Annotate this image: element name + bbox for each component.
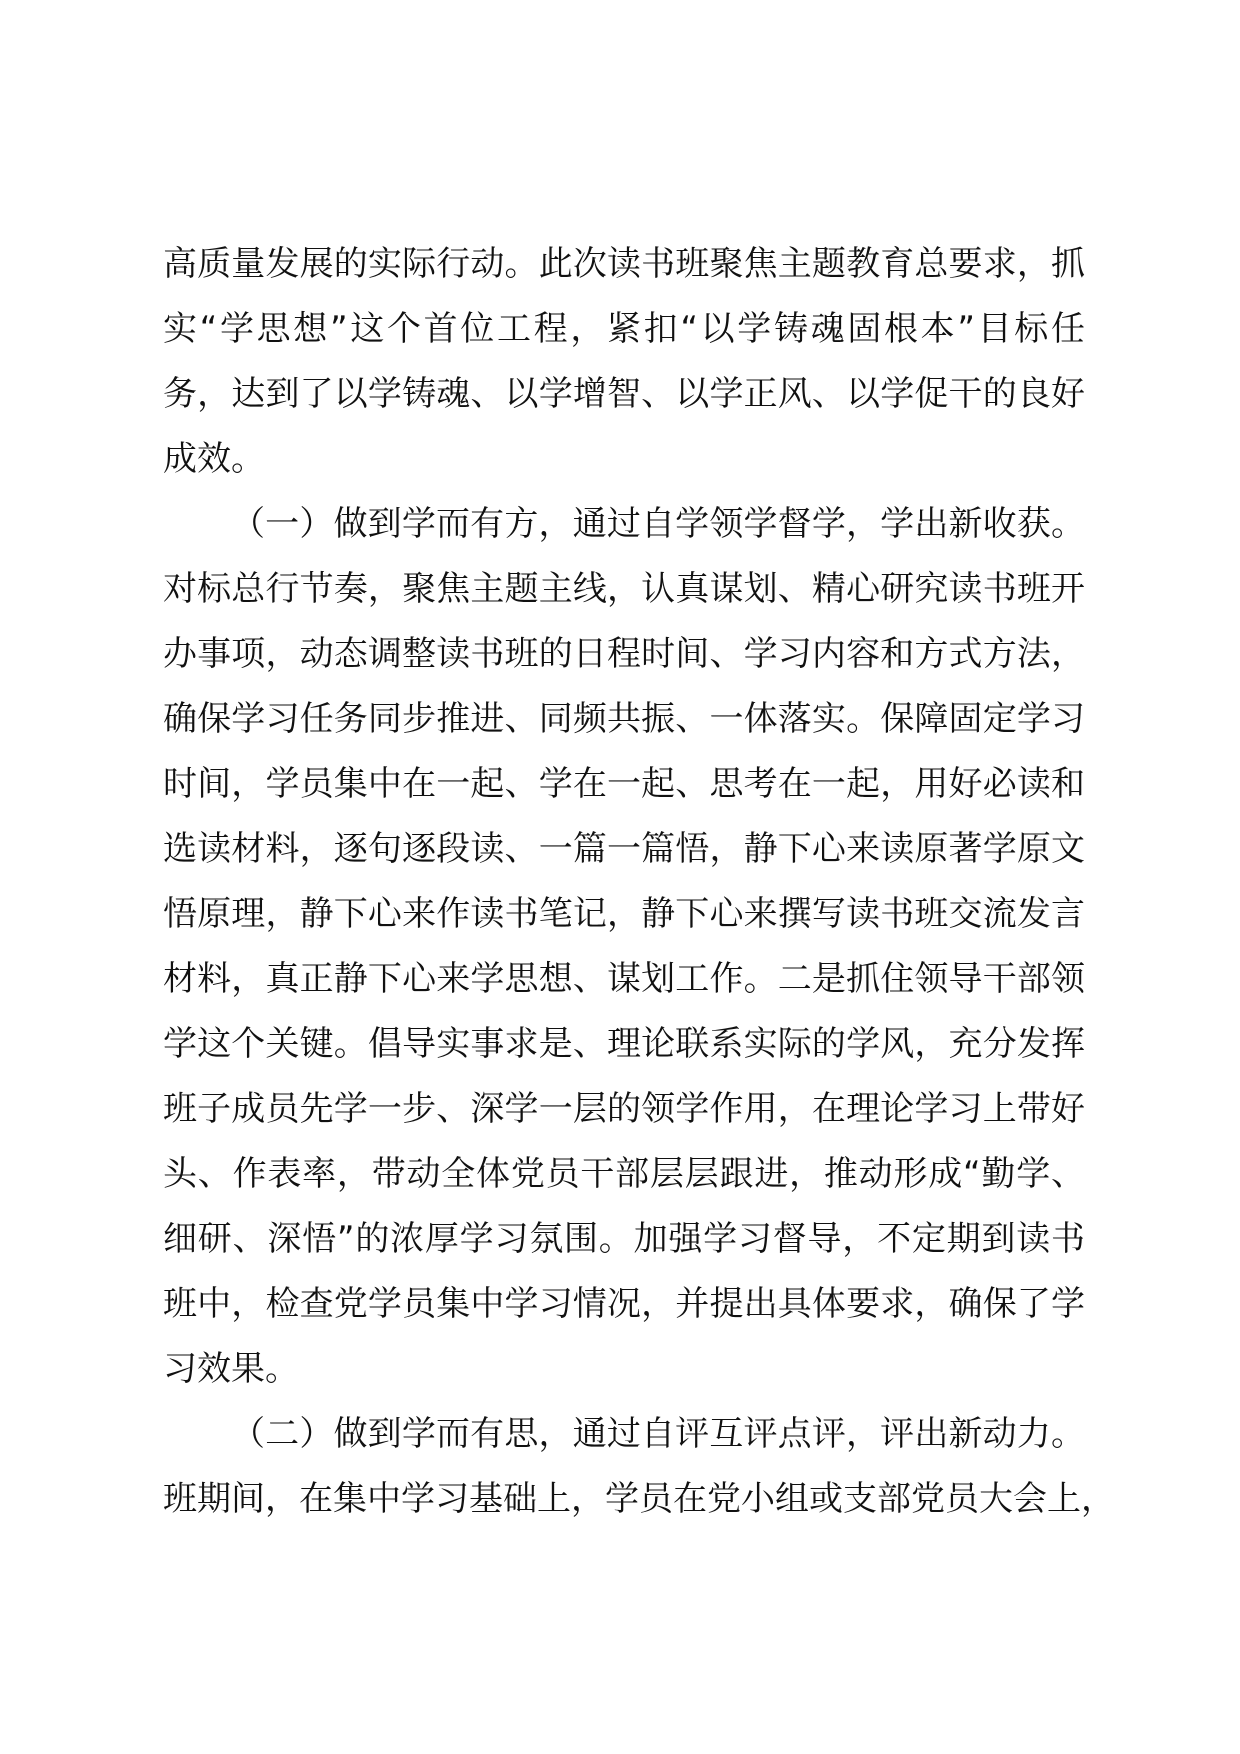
text-line: 实“学思想”这个首位工程，紧扣“以学铸魂固根本”目标任 [163, 309, 1085, 349]
text-line: 材料，真正静下心来学思想、谋划工作。二是抓住领导干部领 [163, 959, 1085, 999]
text-line: 高质量发展的实际行动。此次读书班聚焦主题教育总要求，抓 [163, 244, 1085, 284]
text-line: 务，达到了以学铸魂、以学增智、以学正风、以学促干的良好 [163, 374, 1085, 414]
text-line: 细研、深悟”的浓厚学习氛围。加强学习督导，不定期到读书 [163, 1219, 1085, 1259]
text-line: 班子成员先学一步、深学一层的领学作用，在理论学习上带好 [163, 1089, 1085, 1129]
text-line: 时间，学员集中在一起、学在一起、思考在一起，用好必读和 [163, 764, 1085, 804]
text-line: 办事项，动态调整读书班的日程时间、学习内容和方式方法， [163, 634, 1085, 674]
text-line: 确保学习任务同步推进、同频共振、一体落实。保障固定学习 [163, 699, 1085, 739]
text-line: 班期间，在集中学习基础上，学员在党小组或支部党员大会上， [163, 1479, 1115, 1519]
text-line: 选读材料，逐句逐段读、一篇一篇悟，静下心来读原著学原文 [163, 829, 1085, 869]
section-heading-2: （二）做到学而有思，通过自评互评点评，评出新动力。 [231, 1414, 1085, 1454]
text-line: 成效。 [163, 439, 265, 479]
text-line: 班中，检查党学员集中学习情况，并提出具体要求，确保了学 [163, 1284, 1085, 1324]
text-line: 头、作表率，带动全体党员干部层层跟进，推动形成“勤学、 [163, 1154, 1085, 1194]
text-line: 悟原理，静下心来作读书笔记，静下心来撰写读书班交流发言 [163, 894, 1085, 934]
text-line: 习效果。 [163, 1349, 299, 1389]
section-heading-1: （一）做到学而有方，通过自学领学督学，学出新收获。 [231, 504, 1085, 544]
text-line: 对标总行节奏，聚焦主题主线，认真谋划、精心研究读书班开 [163, 569, 1085, 609]
text-line: 学这个关键。倡导实事求是、理论联系实际的学风，充分发挥 [163, 1024, 1085, 1064]
body-text [163, 232, 1115, 1532]
